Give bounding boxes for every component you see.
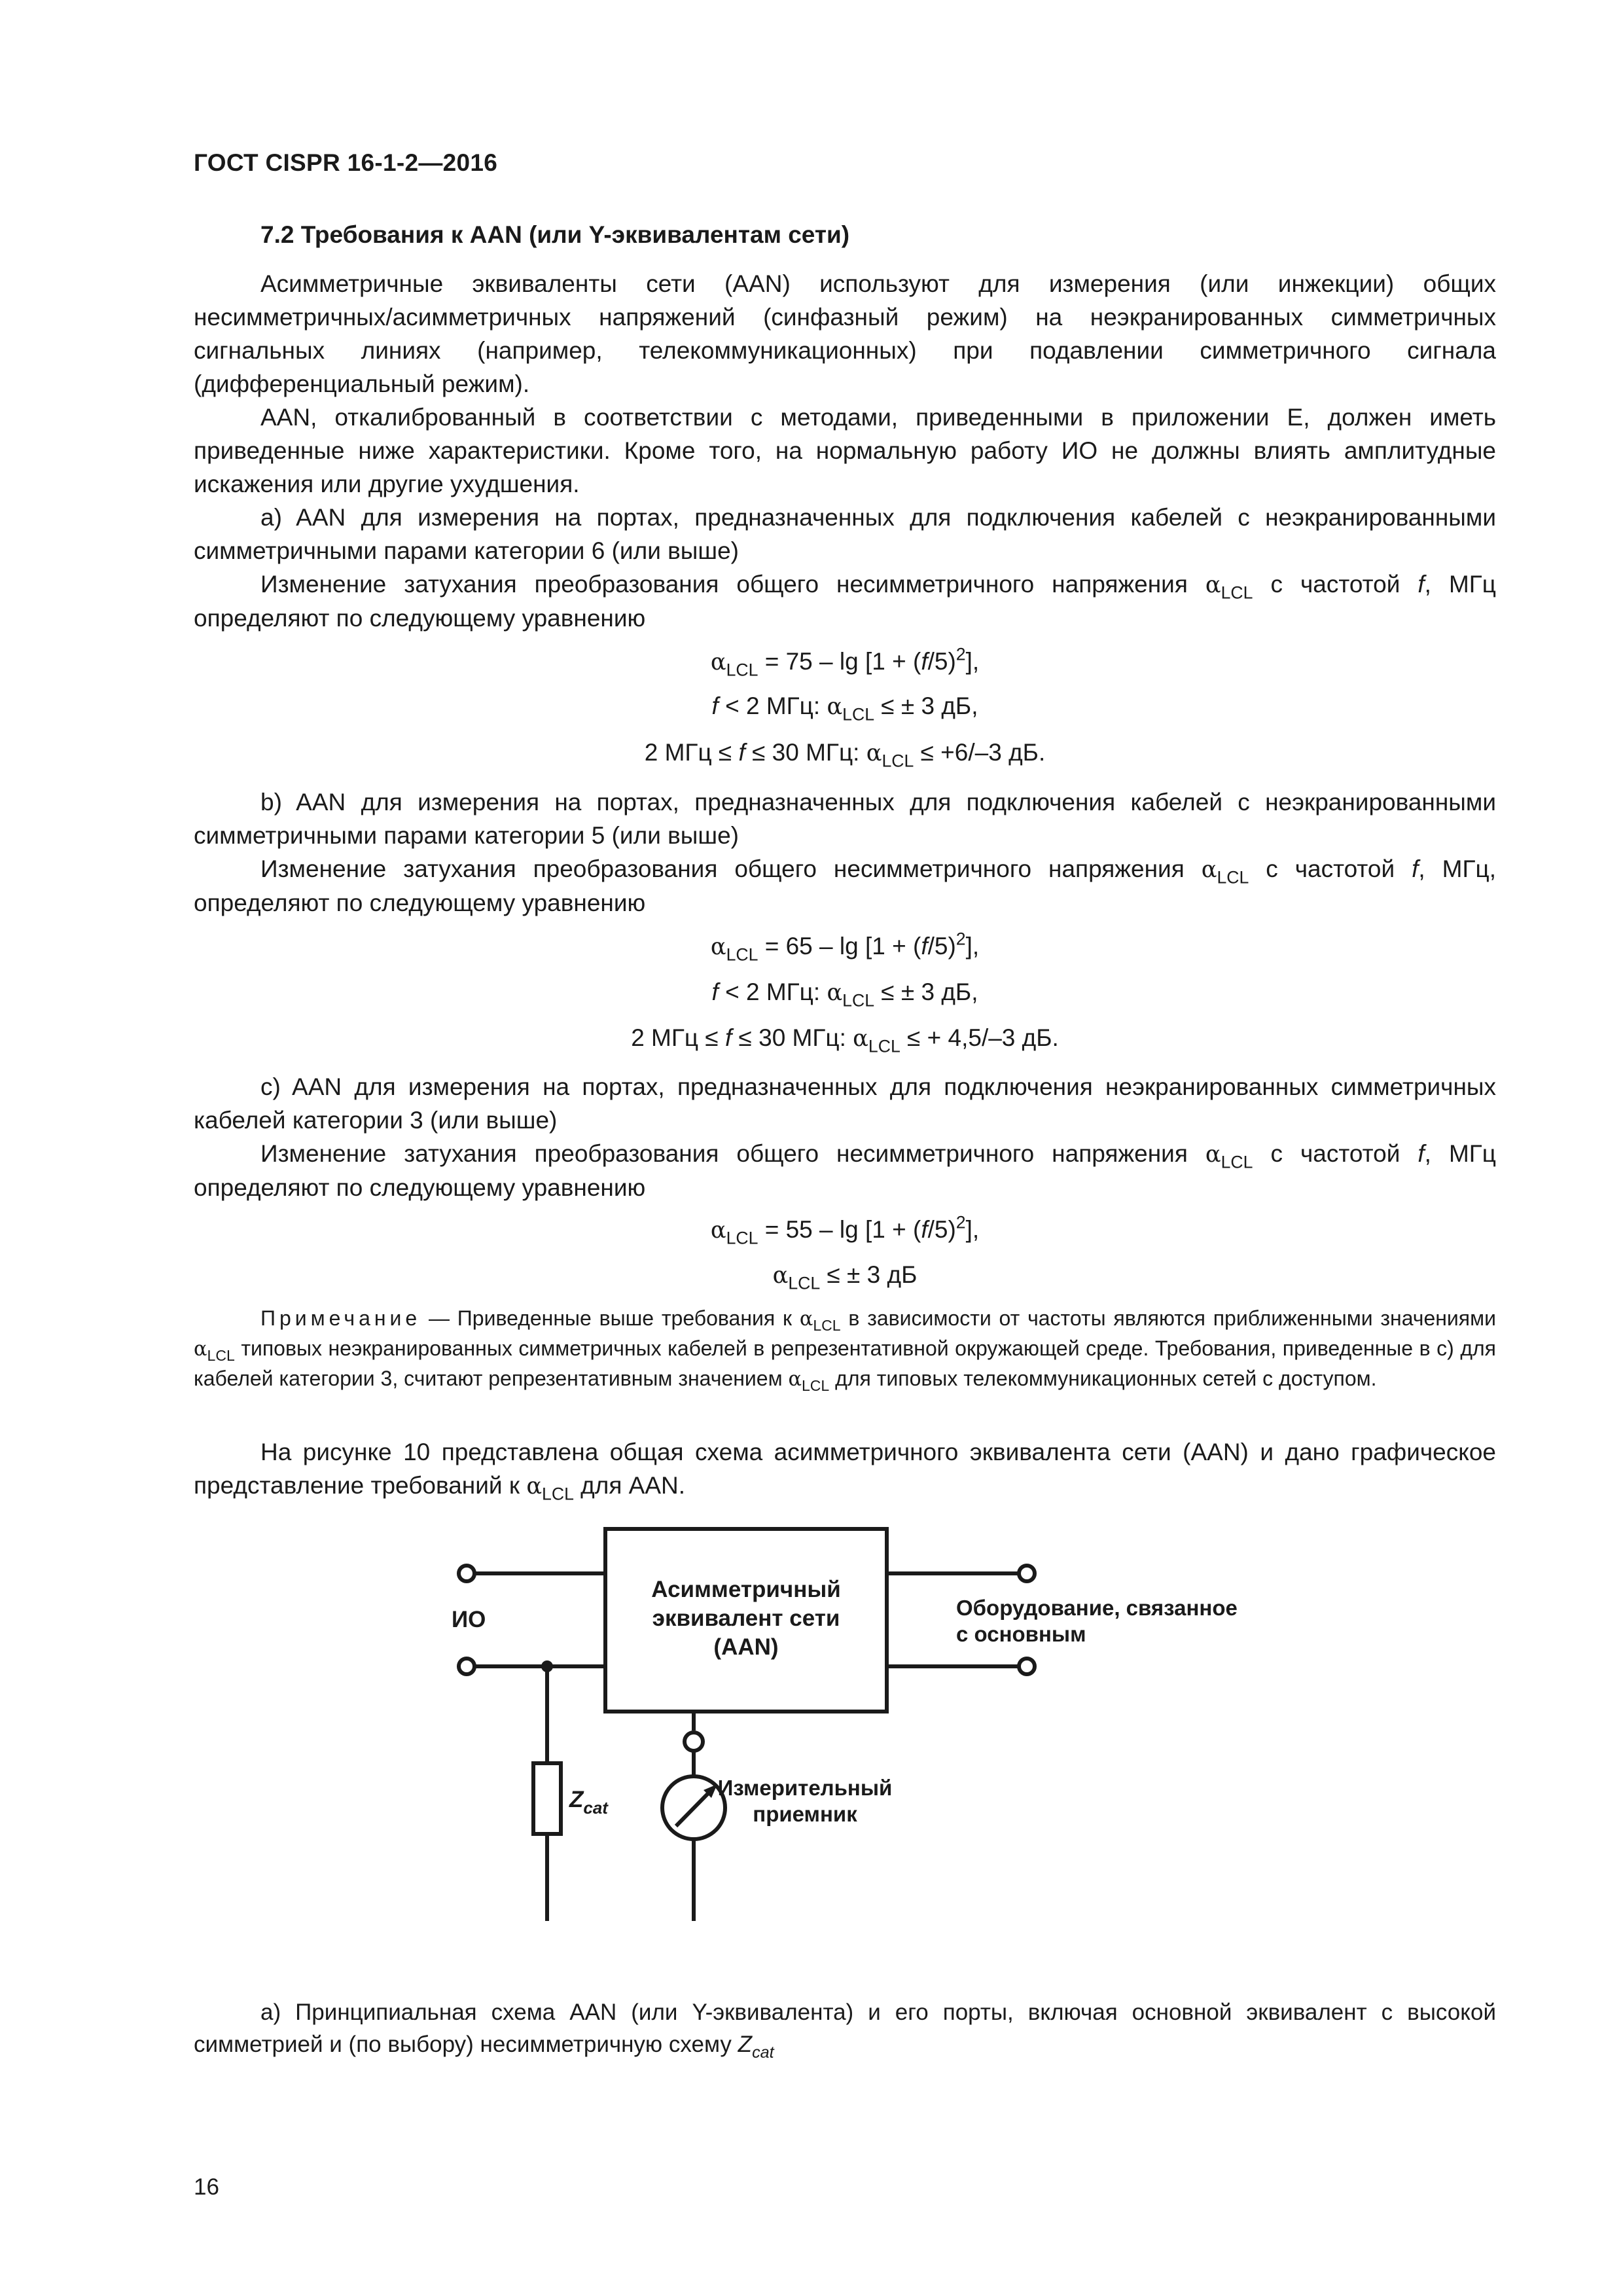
junction-dot [541,1660,553,1672]
eut-label: ИО [452,1607,486,1632]
formula-a-1: $\alpha_{LCL} = 75 - \lg [1 + (f/5)^2]$, [710,644,980,680]
receiver-label-1: Измерительный [717,1776,893,1800]
aan-box-label-2: эквивалент сети [652,1605,840,1631]
paragraph-calibration: AAN, откалиброванный в соответствии с методами, приведенными в приложении Е, должен иметь приведенные ниже характеристики. Кроме того, на нормальную работу ИО не должны влиять амплитудные искажения или другие ухудшения. [194,404,1496,497]
figure-intro: На рисунке 10 представлена общая схема асимметричного эквивалента сети (AAN) и дано графическое представление требований к $\alpha_{LCL}$ для AAN. [194,1439,1496,1504]
zcat-resistor [533,1763,561,1834]
formula-c-2: $\alpha_{LCL}$ ≤ ± 3 дБ [772,1261,918,1293]
item-a-text: a) AAN для измерения на портах, предназначенных для подключения кабелей с неэкранированными симметричными парами категории 6 (или выше) [194,504,1496,564]
formula-a-3: 2 МГц ≤ f ≤ 30 МГц: $\alpha_{LCL} \le +6/-3$ дБ. [644,739,1046,771]
page-number: 16 [194,2174,219,2200]
zcat-label: $Z_{cat}$ [569,1787,608,1818]
note-block: Примечание — Приведенные выше требования к $\alpha_{LCL}$ в зависимости от частоты являются приближенными значениями $\alpha_{LCL}$ типовых неэкранированных симметричных кабелей в репрезентативной окружающей среде. Требования, приведенные в c) для кабелей категории 3, считают репрезентативным значением $\alpha_{LCL}$ для типовых телекоммуникационных сетей с доступом. [194,1306,1497,1395]
ae-label-1: Оборудование, связанное [956,1596,1238,1620]
item-b-text: b) AAN для измерения на портах, предназначенных для подключения кабелей с неэкранированными симметричными парами категории 5 (или выше) [194,789,1496,849]
item-a-change-text: Изменение затухания преобразования общего несимметричного напряжения $\alpha_{LCL}$ с частотой f, МГц определяют по следующему уравнению [194,571,1496,632]
ae-terminal-bottom [1019,1659,1035,1674]
formula-b-3: 2 МГц ≤ f ≤ 30 МГц: $\alpha_{LCL}$ ≤ + 4,5/–3 дБ. [631,1024,1059,1056]
receiver-port-terminal [685,1732,703,1751]
ae-terminal-top [1019,1566,1035,1581]
eut-terminal-bottom [459,1659,474,1674]
paragraph-intro: Асимметричные эквиваленты сети (AAN) используют для измерения (или инжекции) общих несимметричных/асимметричных напряжений (синфазный режим) на неэкранированных симметричных сигнальных линиях (например, телекоммуникационных) при подавлении симметричного сигнала (дифференциальный режим). [194,270,1496,397]
formula-a-2: f < 2 МГц: $\alpha_{LCL}$ ≤ ± 3 дБ, [711,692,978,725]
item-c-text: c) AAN для измерения на портах, предназначенных для подключения неэкранированных симметричных кабелей категории 3 (или выше) [194,1073,1496,1134]
aan-box-label-3: (AAN) [713,1634,779,1660]
figure-caption: a) Принципиальная схема AAN (или Y-эквивалента) и его порты, включая основной эквивалент с высокой симметрией и (по выбору) несимметричную схему $Z_{cat}$ [194,2000,1496,2062]
aan-box-label-1: Асимметричный [651,1577,841,1602]
formula-b-1: $\alpha_{LCL} = 65 - \lg [1 + (f/5)^2]$, [710,929,980,965]
ae-label-2: с основным [956,1622,1086,1646]
item-c-change-text: Изменение затухания преобразования общего несимметричного напряжения $\alpha_{LCL}$ с частотой f, МГц определяют по следующему уравнению [194,1140,1496,1201]
formula-b-2: f < 2 МГц: $\alpha_{LCL}$ ≤ ± 3 дБ, [711,978,978,1011]
section-title: 7.2 Требования к AAN (или Y-эквивалентам сети) [260,221,850,248]
formula-c-1: $\alpha_{LCL} = 55 - \lg [1 + (f/5)^2]$, [710,1212,980,1248]
eut-terminal-top [459,1566,474,1581]
note-label: Примечание [260,1306,421,1330]
item-b-change-text: Изменение затухания преобразования общего несимметричного напряжения $\alpha_{LCL}$ с частотой f, МГц, определяют по следующему уравнению [194,855,1496,916]
receiver-label-2: приемник [753,1802,857,1826]
document-header: ГОСТ CISPR 16-1-2—2016 [194,149,498,176]
